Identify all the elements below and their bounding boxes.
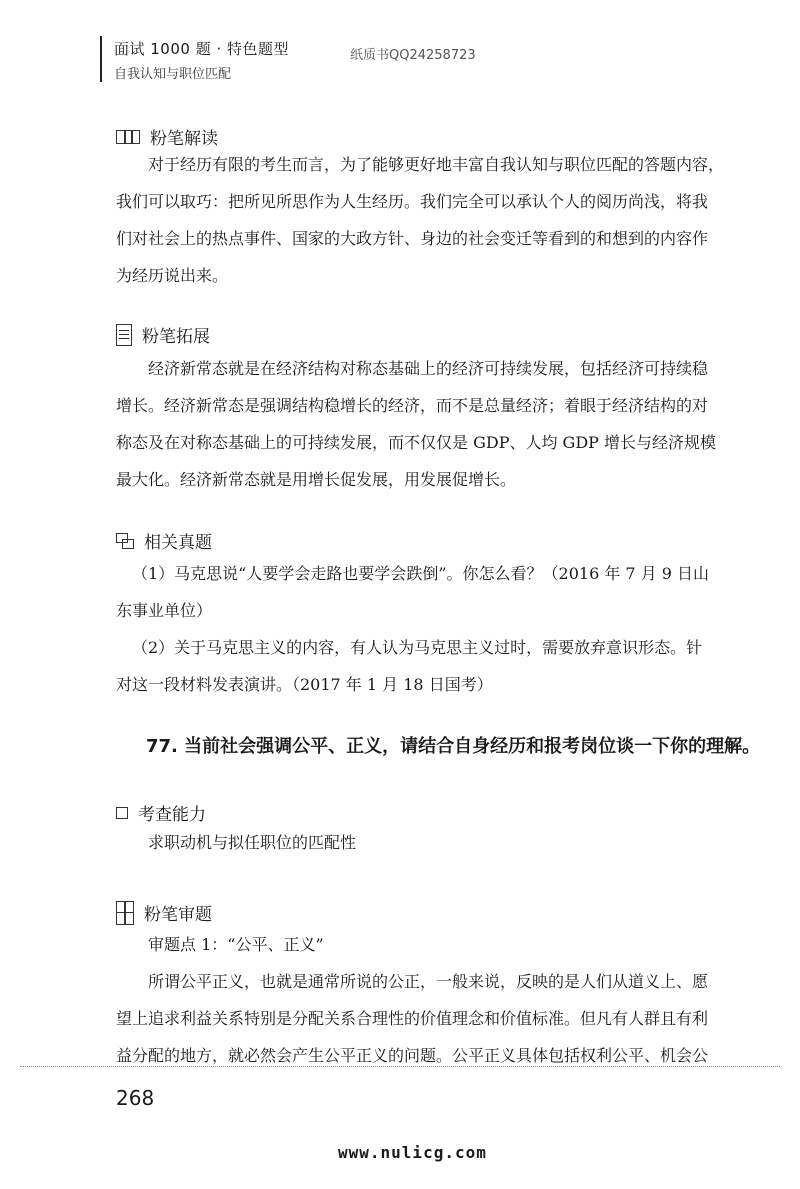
section-extension-heading [116,322,210,347]
related-item-2 [116,629,732,703]
book-icon [116,130,140,144]
header-divider [100,36,102,82]
check-box-icon [116,807,128,819]
link-icon [116,533,134,549]
paragraph-line: 增长。经济新常态是强调结构稳增长的经济，而不是总量经济；着眼于经济结构的对 [116,396,709,415]
paragraph-line: 经济新常态就是在经济结构对称态基础上的经济可持续发展，包括经济可持续稳 [148,359,709,378]
page-number: 268 [116,1086,155,1110]
book-title: 面试 1000 题 · 特色题型 [114,40,290,58]
section-heading-label: 粉笔解读 [150,129,218,149]
paragraph-line: 东事业单位） [116,601,213,620]
section-heading-label: 粉笔审题 [144,905,212,925]
paragraph-line: 称态及在对称态基础上的可持续发展，而不仅仅是 GDP、人均 GDP 增长与经济规模 [116,433,717,452]
watermark-text: 纸质书QQ24258723 [350,48,476,63]
paragraph-line: 望上追求利益关系特别是分配关系合理性的价值理念和价值标准。但凡有人群且有利 [116,1009,709,1028]
paragraph-line: （2）关于马克思主义的内容，有人认为马克思主义过时，需要放弃意识形态。针 [132,638,703,657]
paragraph-line: 最大化。经济新常态就是用增长促发展，用发展促增长。 [116,470,517,489]
related-item-1 [116,555,732,629]
section-heading-label: 粉笔拓展 [142,327,210,347]
chapter-subtitle: 自我认知与职位匹配 [114,67,232,82]
paragraph-line: 求职动机与拟任职位的匹配性 [148,833,357,852]
grid-icon [116,901,134,925]
footer-url: www.nulicg.com [338,1143,487,1162]
section-heading-label: 相关真题 [144,533,212,553]
paragraph-line: 益分配的地方，就必然会产生公平正义的问题。公平正义具体包括权利公平、机会公 [116,1046,709,1065]
paragraph-line: 对于经历有限的考生而言，为了能够更好地丰富自我认知与职位匹配的答题内容， [148,155,725,174]
section-ability-heading [116,800,206,825]
section-related-heading [116,528,212,553]
paragraph-line: （1）马克思说“人要学会走路也要学会跌倒”。你怎么看？（2016 年 7 月 9 日山 [132,564,710,583]
paragraph-line: 我们可以取巧：把所见所思作为人生经历。我们完全可以承认个人的阅历尚浅，将我 [116,192,709,211]
section-heading-label: 考查能力 [138,805,206,825]
ability-text [116,824,732,861]
paragraph-line: 所谓公平正义，也就是通常所说的公正，一般来说，反映的是人们从道义上、愿 [148,972,709,991]
interpretation-paragraph [116,146,732,294]
cut-line [20,1066,780,1068]
question-77: 77. 当前社会强调公平、正义，请结合自身经历和报考岗位谈一下你的理解。 [146,736,761,757]
paragraph-line: 对这一段材料发表演讲。（2017 年 1 月 18 日国考） [116,675,493,694]
extension-paragraph [116,350,732,498]
section-review-heading [116,900,212,925]
paragraph-line: 为经历说出来。 [116,266,229,285]
review-point: 审题点 1：“公平、正义” [148,935,324,954]
document-icon [116,324,132,346]
review-paragraph [116,926,732,1074]
paragraph-line: 们对社会上的热点事件、国家的大政方针、身边的社会变迁等看到的和想到的内容作 [116,229,709,248]
